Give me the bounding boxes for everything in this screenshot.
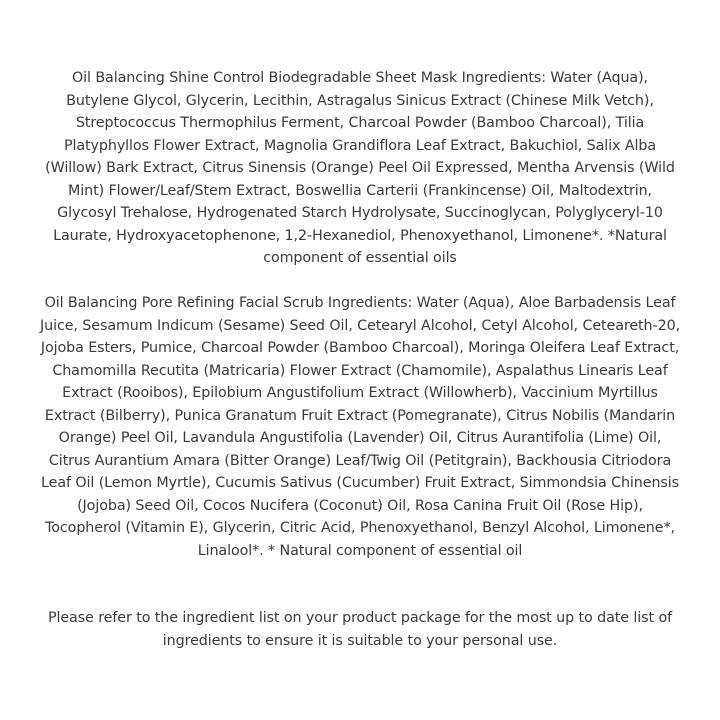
ingredient-disclaimer: Please refer to the ingredient list on your product package for the most up to date list of ingredients to ensure it is suitable to your personal use. bbox=[47, 610, 673, 649]
facial-scrub-ingredients: Oil Balancing Pore Refining Facial Scrub Ingredients: Water (Aqua), Aloe Barbadensis Leaf Juice, Sesamum Indicum (Sesame) Seed Oil, Cetearyl Alcohol, Cetyl Alcohol, Ceteareth-20, Jojoba Esters, Pumice, Charcoal Powder (Bamboo Charcoal), Moringa Oleifera Leaf Extract, Chamomilla Recutita (Matricaria) Flower Extract (Chamomile), Aspalathus Linearis Leaf Extract (Rooibos), Epilobium Angustifolium Extract (Willowherb), Vaccinium Myrtillus Extract (Bilberry), Punica Granatum Fruit Extract (Pomegranate), Citrus Nobilis (Mandarin Orange) Peel Oil, Lavandula Angustifolia (Lavender) Oil, Citrus Aurantifolia (Lime) Oil, Citrus Aurantium Amara (Bitter Orange) Leaf/Twig Oil (Petitgrain), Backhousia Citriodora Leaf Oil (Lemon Myrtle), Cucumis Sativus (Cucumber) Fruit Extract, Simmondsia Chinensis (Jojoba) Seed Oil, Cocos Nucifera (Coconut) Oil, Rosa Canina Fruit Oil (Rose Hip), Tocopherol (Vitamin E), Glycerin, Citric Acid, Phenoxyethanol, Benzyl Alcohol, Limonene*, Linalool*. * Natural component of essential oil bbox=[40, 295, 681, 559]
sheet-mask-ingredients: Oil Balancing Shine Control Biodegradable Sheet Mask Ingredients: Water (Aqua), Butylene Glycol, Glycerin, Lecithin, Astragalus Sinicus Extract (Chinese Milk Vetch), Streptococcus Thermophilus Ferment, Charcoal Powder (Bamboo Charcoal), Tilia Platyphyllos Flower Extract, Magnolia Grandiflora Leaf Extract, Bakuchiol, Salix Alba (Willow) Bark Extract, Citrus Sinensis (Orange) Peel Oil Expressed, Mentha Arvensis (Wild Mint) Flower/Leaf/Stem Extract, Boswellia Carterii (Frankincense) Oil, Maltodextrin, Glycosyl Trehalose, Hydrogenated Starch Hydrolysate, Succinoglycan, Polyglyceryl-10 Laurate, Hydroxyacetophenone, 1,2-Hexanediol, Phenoxyethanol, Limonene*. *Natural component of essential oils bbox=[45, 70, 675, 266]
